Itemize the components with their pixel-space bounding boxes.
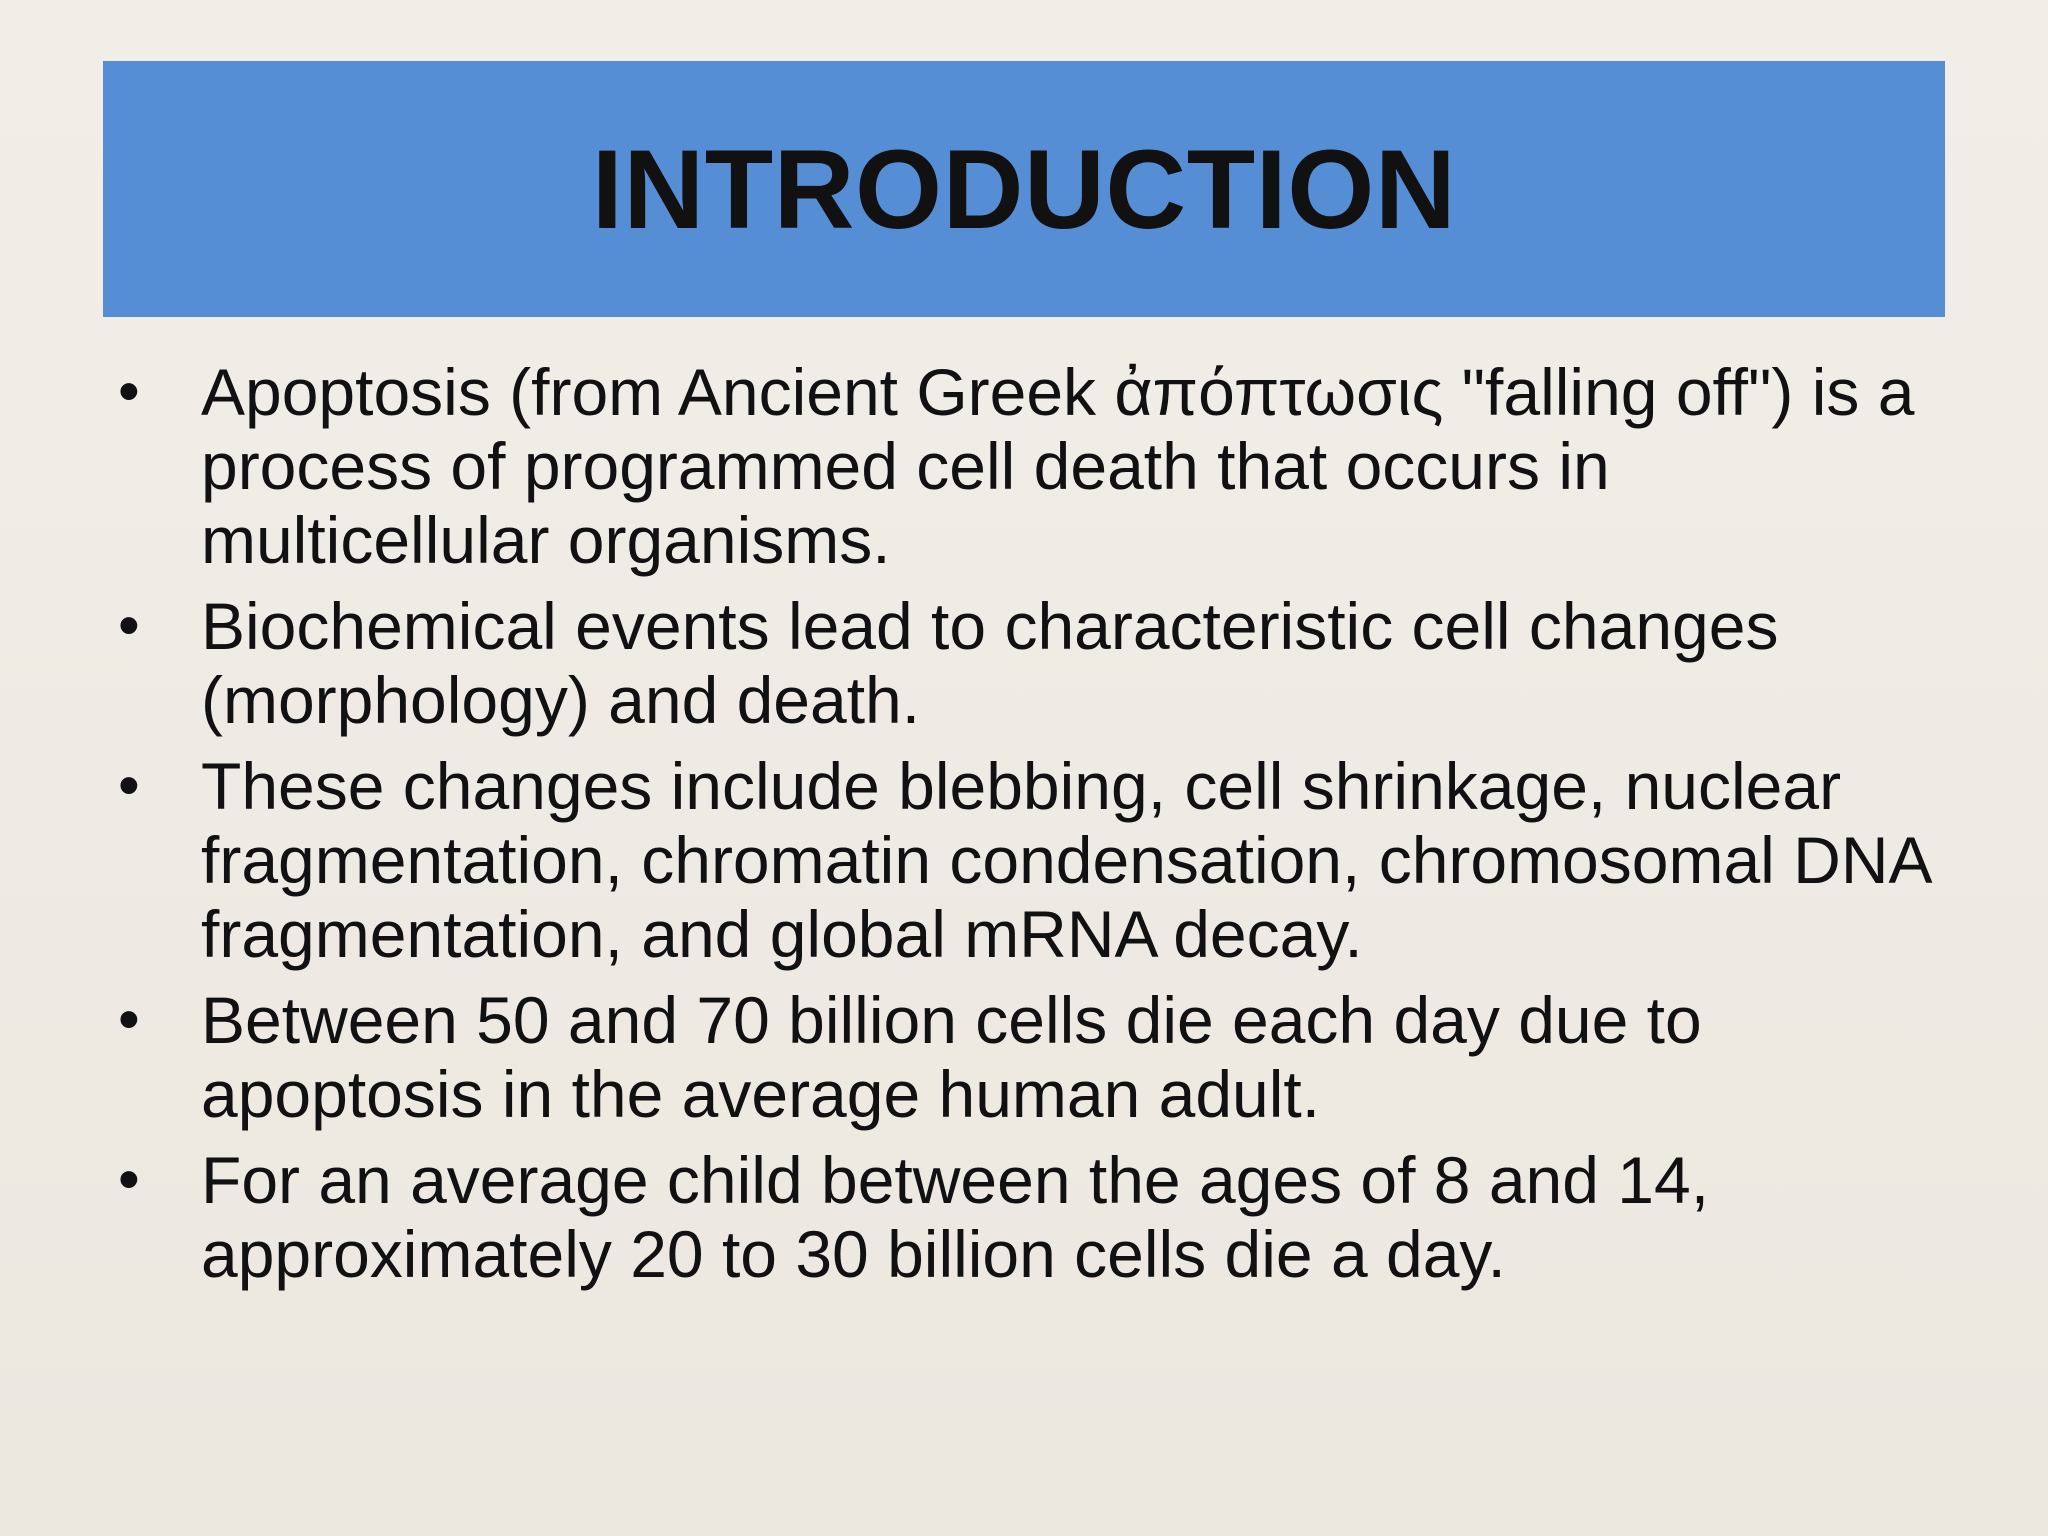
bullet-text: For an average child between the ages of 8 and 14, approximately 20 to 30 billion cells die a day. (201, 1143, 1710, 1291)
bullet-dot-icon: • (118, 591, 140, 660)
bullet-dot-icon: • (118, 985, 140, 1054)
title-banner (103, 61, 1945, 317)
bullet-dot-icon: • (118, 1145, 140, 1214)
bullet-dot-icon: • (118, 751, 140, 820)
bullet-text: Apoptosis (from Ancient Greek ἀπόπτωσις "falling off") is a process of programmed cell death that occurs in multicellular organisms. (201, 355, 1915, 577)
bullet-item-cell-changes (118, 749, 1948, 971)
bullet-item-child-cell-death (118, 1143, 1948, 1291)
bullet-list (118, 355, 1948, 1303)
bullet-item-biochemical-events (118, 589, 1948, 737)
bullet-text: Between 50 and 70 billion cells die each day due to apoptosis in the average human adult. (201, 983, 1702, 1131)
bullet-dot-icon: • (118, 357, 140, 426)
bullet-text: Biochemical events lead to characteristic cell changes (morphology) and death. (201, 589, 1779, 737)
bullet-item-adult-cell-death (118, 983, 1948, 1131)
bullet-text: These changes include blebbing, cell shrinkage, nuclear fragmentation, chromatin condensation, chromosomal DNA fragmentation, and global mRNA decay. (201, 749, 1929, 971)
bullet-item-apoptosis-definition (118, 355, 1948, 577)
slide-title: INTRODUCTION (591, 127, 1457, 252)
